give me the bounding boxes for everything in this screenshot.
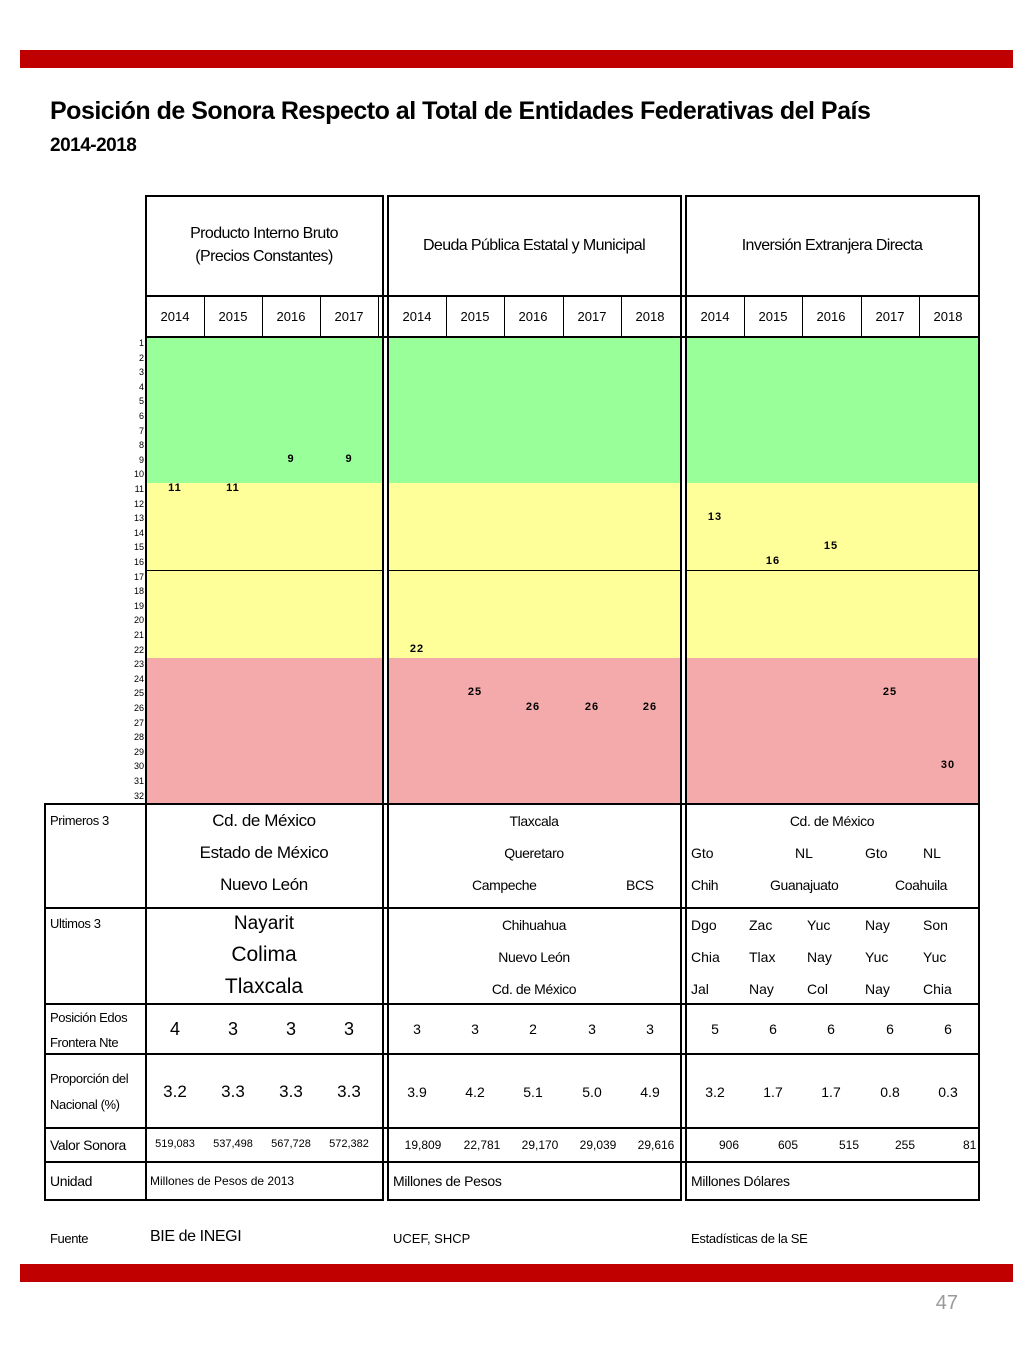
ultimos-ied: Tlax xyxy=(749,949,776,965)
proporcion-deuda: 4.2 xyxy=(465,1084,485,1100)
label-line xyxy=(44,907,146,909)
proporcion-pib: 3.3 xyxy=(279,1082,303,1101)
deuda-section xyxy=(387,195,682,1201)
rank-label: 12 xyxy=(133,498,144,509)
valor-pib: 519,083 xyxy=(155,1138,195,1150)
label-column-border xyxy=(44,803,46,1201)
rank-label: 23 xyxy=(133,659,144,670)
primeros-pib-2: Estado de México xyxy=(199,843,329,862)
posicion-deuda: 3 xyxy=(646,1021,654,1037)
ied-position-point: 15 xyxy=(823,540,839,553)
ultimos-ied: Nay xyxy=(865,981,890,997)
proporcion-ied: 0.3 xyxy=(938,1084,958,1100)
primeros-pib-1: Cd. de México xyxy=(212,811,316,830)
label-line xyxy=(44,803,146,805)
ied-position-point: 30 xyxy=(940,759,956,772)
posicion-line xyxy=(145,1053,980,1055)
page-subtitle: 2014-2018 xyxy=(50,135,137,156)
valor-ied: 81 xyxy=(963,1138,977,1152)
valor-deuda: 29,039 xyxy=(579,1138,617,1152)
valor-pib: 537,498 xyxy=(213,1138,253,1150)
rank-label: 2 xyxy=(138,352,144,363)
proporcion-deuda: 4.9 xyxy=(640,1084,660,1100)
primeros-deuda-3b: BCS xyxy=(626,877,654,893)
proporcion-ied: 3.2 xyxy=(705,1084,725,1100)
label-line xyxy=(44,1053,146,1055)
rank-label: 32 xyxy=(133,790,144,801)
posicion-pib: 3 xyxy=(285,1019,296,1039)
proporcion-pib: 3.2 xyxy=(163,1082,187,1101)
rank-label: 15 xyxy=(133,542,144,553)
chart-bottom-line xyxy=(145,803,980,805)
deuda-year: 2016 xyxy=(518,309,548,324)
rank-label: 1 xyxy=(138,338,144,348)
pib-header-line2: (Precios Constantes) xyxy=(195,248,333,265)
deuda-position-point: 22 xyxy=(409,642,425,655)
rank-label: 7 xyxy=(138,425,144,436)
rank-label: 10 xyxy=(133,469,144,480)
ultimos-ied: Yuc xyxy=(807,917,831,933)
rank-label: 21 xyxy=(133,630,144,640)
rank-label: 19 xyxy=(133,600,144,611)
deuda-year: 2017 xyxy=(577,309,607,324)
rank-label: 4 xyxy=(138,381,144,392)
ultimos-ied: Zac xyxy=(749,917,773,933)
primeros-ied-2c: Gto xyxy=(865,845,888,861)
pib-year: 2014 xyxy=(160,309,190,324)
rank-label: 22 xyxy=(133,644,144,655)
rank-label: 29 xyxy=(133,746,144,757)
pib-year: 2015 xyxy=(218,309,248,324)
ultimos-pib-3: Tlaxcala xyxy=(224,975,304,998)
rank-label: 9 xyxy=(138,454,144,465)
ultimos-deuda-3: Cd. de México xyxy=(491,981,577,997)
primeros-ied-3b: Guanajuato xyxy=(770,877,839,893)
bottom-red-bar xyxy=(20,1264,1013,1282)
ied-position-point: 16 xyxy=(765,555,781,567)
ultimos-ied: Yuc xyxy=(923,949,947,965)
valor-deuda: 22,781 xyxy=(463,1138,501,1152)
ultimos-ied: Col xyxy=(807,981,829,997)
proporcion-ied: 1.7 xyxy=(821,1084,841,1100)
deuda-position-point: 26 xyxy=(525,701,541,713)
pib-position-point: 11 xyxy=(226,482,240,494)
ultimos-pib-1: Nayarit xyxy=(233,913,295,934)
zone-divider xyxy=(146,570,382,571)
ied-section xyxy=(685,195,980,1201)
rank-label: 3 xyxy=(138,367,144,378)
primeros-ied-1: Cd. de México xyxy=(789,813,875,829)
posicion-deuda: 3 xyxy=(471,1021,479,1037)
label-posicion-1: Posición Edos xyxy=(50,1010,128,1025)
rank-label: 5 xyxy=(138,396,144,407)
pib-year: 2017 xyxy=(334,309,364,324)
deuda-header: Deuda Pública Estatal y Municipal xyxy=(422,237,646,254)
primeros-ied-3c: Coahuila xyxy=(895,877,948,893)
posicion-deuda: 3 xyxy=(588,1021,596,1037)
ultimos-deuda-2: Nuevo León xyxy=(498,949,570,965)
valor-deuda: 29,170 xyxy=(521,1138,559,1152)
rank-label: 14 xyxy=(133,527,144,538)
deuda-position-point: 25 xyxy=(467,686,483,699)
label-ultimos: Ultimos 3 xyxy=(50,916,101,931)
proporcion-ied: 0.8 xyxy=(880,1084,900,1100)
rank-label: 17 xyxy=(133,571,144,582)
ultimos-ied: Nay xyxy=(749,981,774,997)
posicion-pib: 4 xyxy=(169,1019,180,1039)
valor-pib: 567,728 xyxy=(271,1138,311,1150)
primeros-ied-3a: Chih xyxy=(691,877,719,893)
rank-label: 18 xyxy=(133,586,144,597)
label-proporcion-1: Proporción del xyxy=(50,1071,129,1086)
rank-label: 28 xyxy=(133,732,144,743)
pib-year: 2016 xyxy=(276,309,306,324)
proporcion-pib: 3.3 xyxy=(337,1082,361,1101)
deuda-position-point: 26 xyxy=(642,701,658,713)
proporcion-pib: 3.3 xyxy=(221,1082,245,1101)
deuda-year: 2014 xyxy=(402,309,432,324)
ied-year: 2014 xyxy=(700,309,730,324)
zone-divider xyxy=(388,570,680,571)
rank-label: 11 xyxy=(134,484,144,494)
pib-header-line1: Producto Interno Bruto xyxy=(190,225,338,242)
rank-label: 8 xyxy=(138,440,144,451)
primeros-ied-2b: NL xyxy=(795,845,813,861)
ied-year: 2016 xyxy=(816,309,846,324)
ultimos-ied: Nay xyxy=(807,949,832,965)
valor-ied: 906 xyxy=(718,1138,740,1152)
pib-section xyxy=(145,195,384,1201)
rank-label: 6 xyxy=(138,411,144,421)
ultimos-line xyxy=(145,1003,980,1005)
fuente-deuda: UCEF, SHCP xyxy=(393,1231,471,1246)
label-proporcion-2: Nacional (%) xyxy=(50,1097,120,1112)
label-line xyxy=(44,1003,146,1005)
ied-year: 2015 xyxy=(758,309,788,324)
ied-position-point: 25 xyxy=(882,686,898,699)
pib-position-point: 9 xyxy=(287,452,295,465)
zone-divider xyxy=(686,570,978,571)
valor-ied: 515 xyxy=(838,1138,860,1152)
proporcion-line xyxy=(145,1127,980,1129)
ied-header: Inversión Extranjera Directa xyxy=(741,237,923,254)
rank-label: 13 xyxy=(133,513,144,524)
proporcion-ied: 1.7 xyxy=(763,1084,783,1100)
label-line xyxy=(44,1127,146,1129)
primeros-ied-2a: Gto xyxy=(691,845,714,861)
valor-deuda: 19,809 xyxy=(404,1138,442,1152)
label-posicion-2: Frontera Nte xyxy=(50,1035,119,1050)
valor-deuda: 29,616 xyxy=(637,1138,675,1152)
label-fuente: Fuente xyxy=(50,1231,89,1246)
ultimos-ied: Chia xyxy=(691,949,720,965)
ultimos-ied: Chia xyxy=(923,981,952,997)
label-unidad: Unidad xyxy=(50,1173,92,1189)
label-valor: Valor Sonora xyxy=(50,1137,126,1153)
rank-label: 20 xyxy=(133,615,144,626)
label-line xyxy=(44,1161,146,1163)
valor-ied: 255 xyxy=(894,1138,916,1152)
posicion-ied: 6 xyxy=(944,1021,952,1037)
proporcion-deuda: 3.9 xyxy=(407,1084,427,1100)
rank-label: 31 xyxy=(133,776,144,786)
posicion-ied: 6 xyxy=(827,1021,835,1037)
deuda-year: 2018 xyxy=(635,309,665,324)
ied-year: 2017 xyxy=(875,309,905,324)
ultimos-ied: Nay xyxy=(865,917,890,933)
pib-position-point: 9 xyxy=(345,452,353,465)
proporcion-deuda: 5.1 xyxy=(523,1084,543,1100)
valor-ied: 605 xyxy=(777,1138,799,1152)
posicion-ied: 5 xyxy=(711,1021,719,1037)
page-title: Posición de Sonora Respecto al Total de Entidades Federativas del País xyxy=(50,97,871,125)
rank-label: 26 xyxy=(133,703,144,713)
ied-year: 2018 xyxy=(933,309,963,324)
unidad-ied: Millones Dólares xyxy=(691,1173,790,1189)
fuente-pib: BIE de INEGI xyxy=(150,1228,242,1245)
ultimos-ied: Jal xyxy=(691,981,709,997)
unidad-pib: Millones de Pesos de 2013 xyxy=(150,1174,295,1188)
rank-label: 24 xyxy=(133,673,144,684)
rank-label: 30 xyxy=(133,761,144,772)
top-red-bar xyxy=(20,50,1013,68)
primeros-deuda-2: Queretaro xyxy=(504,845,564,861)
rank-label: 25 xyxy=(133,688,144,699)
posicion-ied: 6 xyxy=(886,1021,894,1037)
rank-label: 27 xyxy=(133,717,144,728)
label-line xyxy=(44,1199,146,1201)
deuda-position-point: 26 xyxy=(584,701,600,713)
pib-header xyxy=(146,222,382,268)
valor-line xyxy=(145,1161,980,1163)
ied-position-point: 13 xyxy=(707,511,723,524)
ultimos-pib-2: Colima xyxy=(231,943,297,966)
fuente-ied: Estadísticas de la SE xyxy=(691,1231,808,1246)
posicion-ied: 6 xyxy=(769,1021,777,1037)
proporcion-deuda: 5.0 xyxy=(582,1084,602,1100)
primeros-deuda-3: Campeche xyxy=(472,877,537,893)
pib-position-point: 11 xyxy=(168,482,182,494)
rank-label: 16 xyxy=(133,557,144,567)
primeros-deuda-1: Tlaxcala xyxy=(509,813,559,829)
primeros-line xyxy=(145,907,980,909)
year-separator xyxy=(378,296,379,337)
label-primeros: Primeros 3 xyxy=(50,813,109,828)
ultimos-ied: Dgo xyxy=(691,917,717,933)
posicion-deuda: 3 xyxy=(413,1021,421,1037)
posicion-deuda: 2 xyxy=(529,1021,537,1037)
posicion-pib: 3 xyxy=(343,1019,354,1039)
valor-pib: 572,382 xyxy=(329,1138,369,1150)
unidad-deuda: Millones de Pesos xyxy=(393,1173,502,1189)
primeros-ied-2d: NL xyxy=(923,845,941,861)
ultimos-ied: Son xyxy=(923,917,948,933)
primeros-pib-3: Nuevo León xyxy=(220,875,308,894)
page-number: 47 xyxy=(935,1292,958,1314)
ultimos-ied: Yuc xyxy=(865,949,889,965)
deuda-year: 2015 xyxy=(460,309,490,324)
posicion-pib: 3 xyxy=(227,1019,238,1039)
ultimos-deuda-1: Chihuahua xyxy=(501,917,567,933)
